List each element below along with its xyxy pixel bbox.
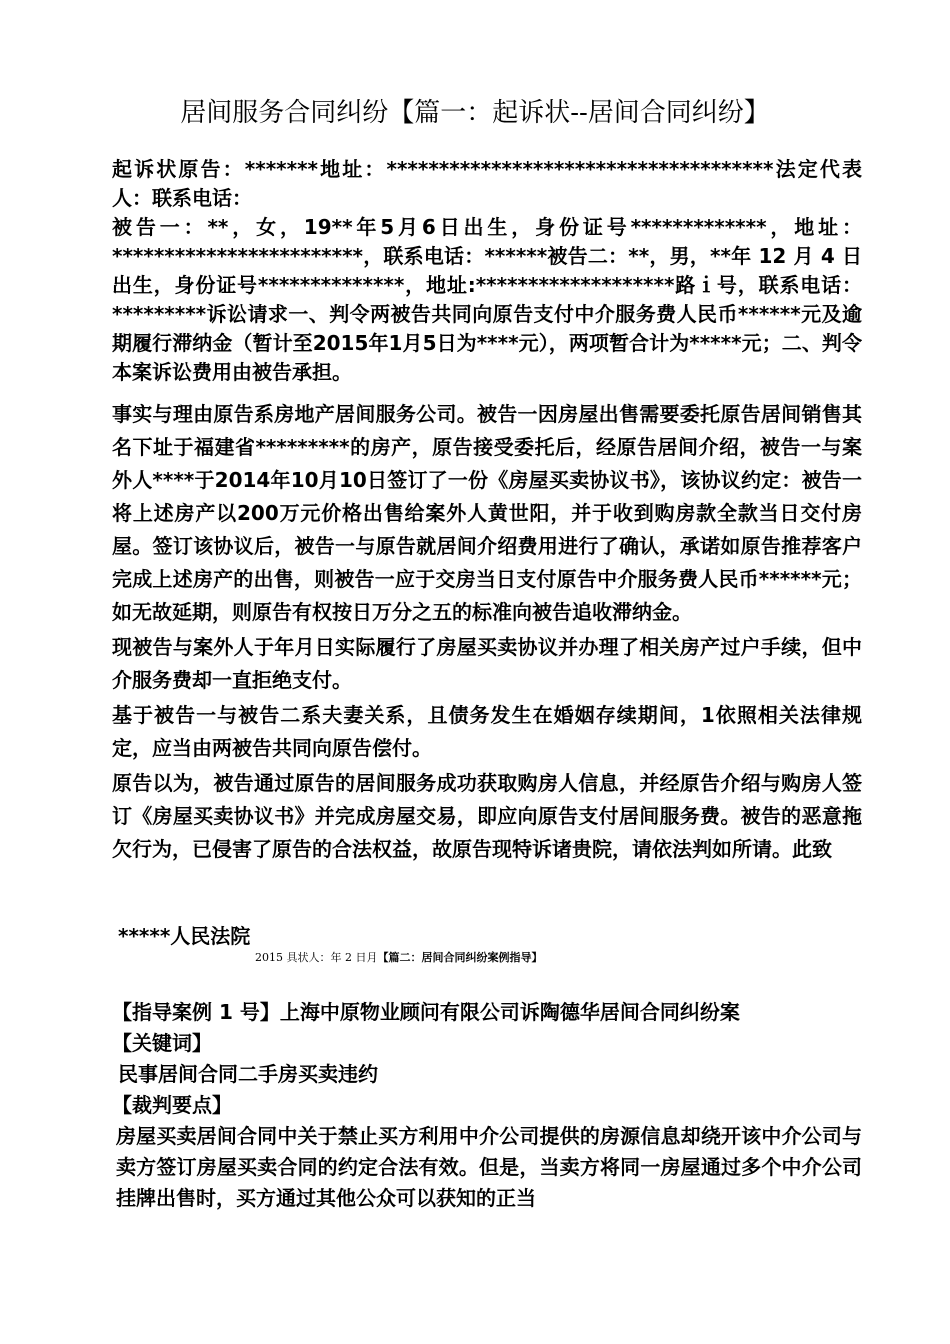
part-two-heading: 【篇二：居间合同纠纷案例指导】 xyxy=(377,951,543,964)
court-name: *****人民法院 xyxy=(118,924,251,948)
case-title: 【指导案例 1 号】上海中原物业顾问有限公司诉陶德华居间合同纠纷案 xyxy=(112,1000,740,1024)
facts-section xyxy=(112,398,862,866)
footer-line xyxy=(255,950,542,966)
argument-paragraph: 原告以为，被告通过原告的居间服务成功获取购房人信息，并经原告介绍与购房人签订《房屋买卖协议书》并完成房屋交易，即应向原告支付居间服务费。被告的恶意拖欠行为，已侵害了原告的合法权益，故原告现特诉诸贵院，请依法判如所请。此致 xyxy=(112,771,862,861)
footer-signature: 2015 具状人：年 2 日月 xyxy=(255,951,378,964)
defendants-and-claims: 被告一：**，女，19**年5月6日出生，身份证号*************，地址：************************，联系电话：******被告二：**，男，**年 12 月 4 日出生，身份证号**************，地址:*******************路ｉ号，联系电话：*********诉讼请求一、判令两被告共同向原告支付中介服务费人民币******元及逾期履行滞纳金（暂计至2015年1月5日为****元），两项暂合计为*****元；二、判令本案诉讼费用由被告承担。 xyxy=(112,215,862,384)
performance-paragraph: 现被告与案外人于年月日实际履行了房屋买卖协议并办理了相关房产过户手续，但中介服务费却一直拒绝支付。 xyxy=(112,635,862,692)
complaint-header: 起诉状原告：*******地址：*************************************法定代表人：联系电话： xyxy=(112,157,862,210)
facts-paragraph: 事实与理由原告系房地产居间服务公司。被告一因房屋出售需要委托原告居间销售其名下址于福建省*********的房产，原告接受委托后，经原告居间介绍，被告一与案外人****于2014年10月10日签订了一份《房屋买卖协议书》，该协议约定：被告一将上述房产以200万元价格出售给案外人黄世阳，并于收到购房款全款当日交付房屋。签订该协议后，被告一与原告就居间介绍费用进行了确认，承诺如原告推荐客户完成上述房产的出售，则被告一应于交房当日支付原告中介服务费人民币******元；如无故延期，则原告有权按日万分之五的标准向被告追收滞纳金。 xyxy=(112,402,862,624)
ruling-text: 房屋买卖居间合同中关于禁止买方利用中介公司提供的房源信息却绕开该中介公司与卖方签订房屋买卖合同的约定合法有效。但是，当卖方将同一房屋通过多个中介公司挂牌出售时，买方通过其他公众可以获知的正当 xyxy=(116,1124,862,1210)
keywords-heading: 【关键词】 xyxy=(112,1031,212,1055)
keywords-text: 民事居间合同二手房买卖违约 xyxy=(118,1062,378,1086)
ruling-heading: 【裁判要点】 xyxy=(112,1093,232,1117)
complaint-intro xyxy=(112,155,862,387)
marital-paragraph: 基于被告一与被告二系夫妻关系，且债务发生在婚姻存续期间，1依照相关法律规定，应当由两被告共同向原告偿付。 xyxy=(112,703,862,760)
document-title: 居间服务合同纠纷【篇一：起诉状--居间合同纠纷】 xyxy=(180,98,770,128)
case-guidance-section xyxy=(112,997,862,1214)
